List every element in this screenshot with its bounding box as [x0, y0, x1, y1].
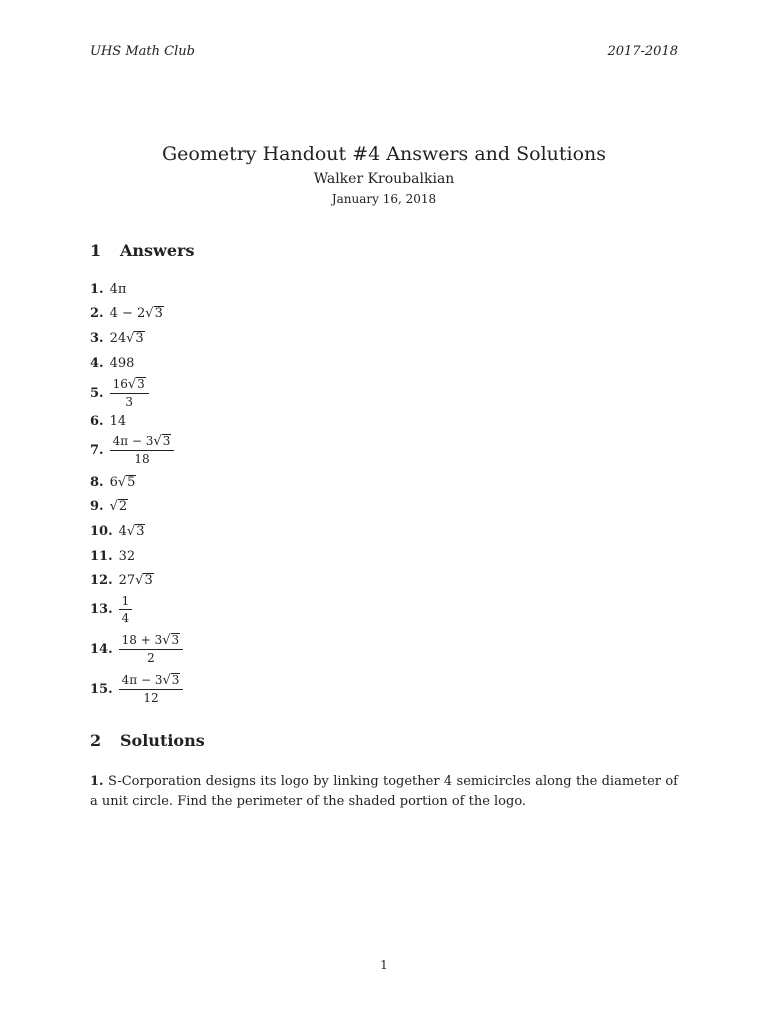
answer-number: 4.: [90, 356, 104, 371]
numerator: 1: [119, 594, 133, 610]
section-heading-answers: [90, 241, 194, 260]
answer-number: 10.: [90, 524, 113, 539]
section-heading-solutions: [90, 731, 205, 750]
answer-value: 27: [118, 573, 136, 588]
answer-value: 32: [118, 549, 136, 564]
answer-number: 14.: [90, 641, 113, 657]
sqrt: √ 3: [145, 306, 163, 321]
section-number: 2: [90, 731, 102, 750]
radicand: 3: [136, 524, 145, 539]
answer-item: [90, 524, 145, 539]
answer-value: 14: [109, 414, 127, 429]
numerator: 4π − 3 √ 3: [110, 434, 175, 451]
answer-value: 498: [109, 356, 135, 371]
answer-number: 15.: [90, 681, 113, 697]
answer-value: 4: [118, 524, 127, 539]
sqrt: √ 3: [135, 573, 153, 588]
answer-number: 6.: [90, 414, 104, 429]
sqrt: √ 3: [126, 331, 144, 346]
date: January 16, 2018: [331, 192, 437, 206]
radicand: 2: [118, 499, 128, 514]
sqrt: √ 2: [109, 499, 128, 514]
section-number: 1: [90, 241, 102, 260]
answer-number: 3.: [90, 331, 104, 346]
numerator: 4π − 3 √ 3: [119, 673, 184, 690]
answer-number: 13.: [90, 602, 113, 617]
fraction: [119, 673, 184, 705]
denominator: 2: [147, 651, 155, 665]
answer-item: [90, 594, 132, 625]
answer-number: 5.: [90, 385, 104, 401]
radicand: 3: [135, 331, 144, 346]
page-number: 1: [380, 958, 388, 972]
problem-text: S-Corporation designs its logo by linking together 4 semicircles along the diameter of a unit circle. Find the perimeter of the shaded portion of the logo.: [90, 774, 678, 809]
fraction: [119, 633, 184, 665]
answer-number: 1.: [90, 282, 104, 297]
answer-item: [90, 499, 128, 514]
answer-item: [90, 282, 126, 297]
sqrt: √ 3: [126, 524, 145, 539]
answer-item: [90, 377, 149, 409]
fraction: [110, 434, 175, 466]
header-right: 2017-2018: [607, 44, 678, 59]
numerator: 16 √ 3: [110, 377, 149, 394]
document-title: Geometry Handout #4 Answers and Solutions: [161, 143, 607, 165]
answer-number: 12.: [90, 573, 113, 588]
answer-item: [90, 475, 136, 490]
answer-item: [90, 331, 145, 346]
radicand: 3: [154, 306, 163, 321]
section-title: Answers: [120, 241, 195, 260]
problem-number: 1.: [90, 774, 104, 789]
answer-item: [90, 356, 134, 371]
answer-value: 24: [109, 331, 127, 346]
fraction: [110, 377, 149, 409]
header-left: UHS Math Club: [90, 44, 195, 59]
numerator: 18 + 3 √ 3: [119, 633, 184, 650]
answer-value: 4π: [109, 282, 127, 297]
answer-item: [90, 673, 183, 705]
answer-item: [90, 549, 135, 564]
answer-item: [90, 414, 126, 429]
answer-number: 9.: [90, 499, 104, 514]
sqrt: √ 5: [117, 475, 136, 490]
answer-item: [90, 434, 174, 466]
author: Walker Kroubalkian: [313, 171, 455, 187]
section-title: Solutions: [120, 731, 205, 750]
radicand: 5: [127, 475, 136, 490]
denominator: 12: [143, 691, 159, 705]
title-block: [0, 140, 768, 206]
answer-value: 6: [109, 475, 118, 490]
fraction: [119, 594, 133, 625]
denominator: 18: [134, 452, 150, 466]
answer-number: 2.: [90, 306, 104, 321]
denominator: 3: [125, 395, 133, 409]
answer-item: [90, 633, 183, 665]
answer-item: [90, 306, 164, 321]
problem-1: [90, 772, 678, 812]
radicand: 3: [144, 573, 153, 588]
answer-number: 7.: [90, 442, 104, 458]
denominator: 4: [121, 611, 130, 625]
answer-number: 11.: [90, 549, 113, 564]
answer-number: 8.: [90, 475, 104, 490]
running-header: [90, 44, 678, 59]
answer-item: [90, 573, 154, 588]
answer-value: 4 − 2: [109, 306, 146, 321]
